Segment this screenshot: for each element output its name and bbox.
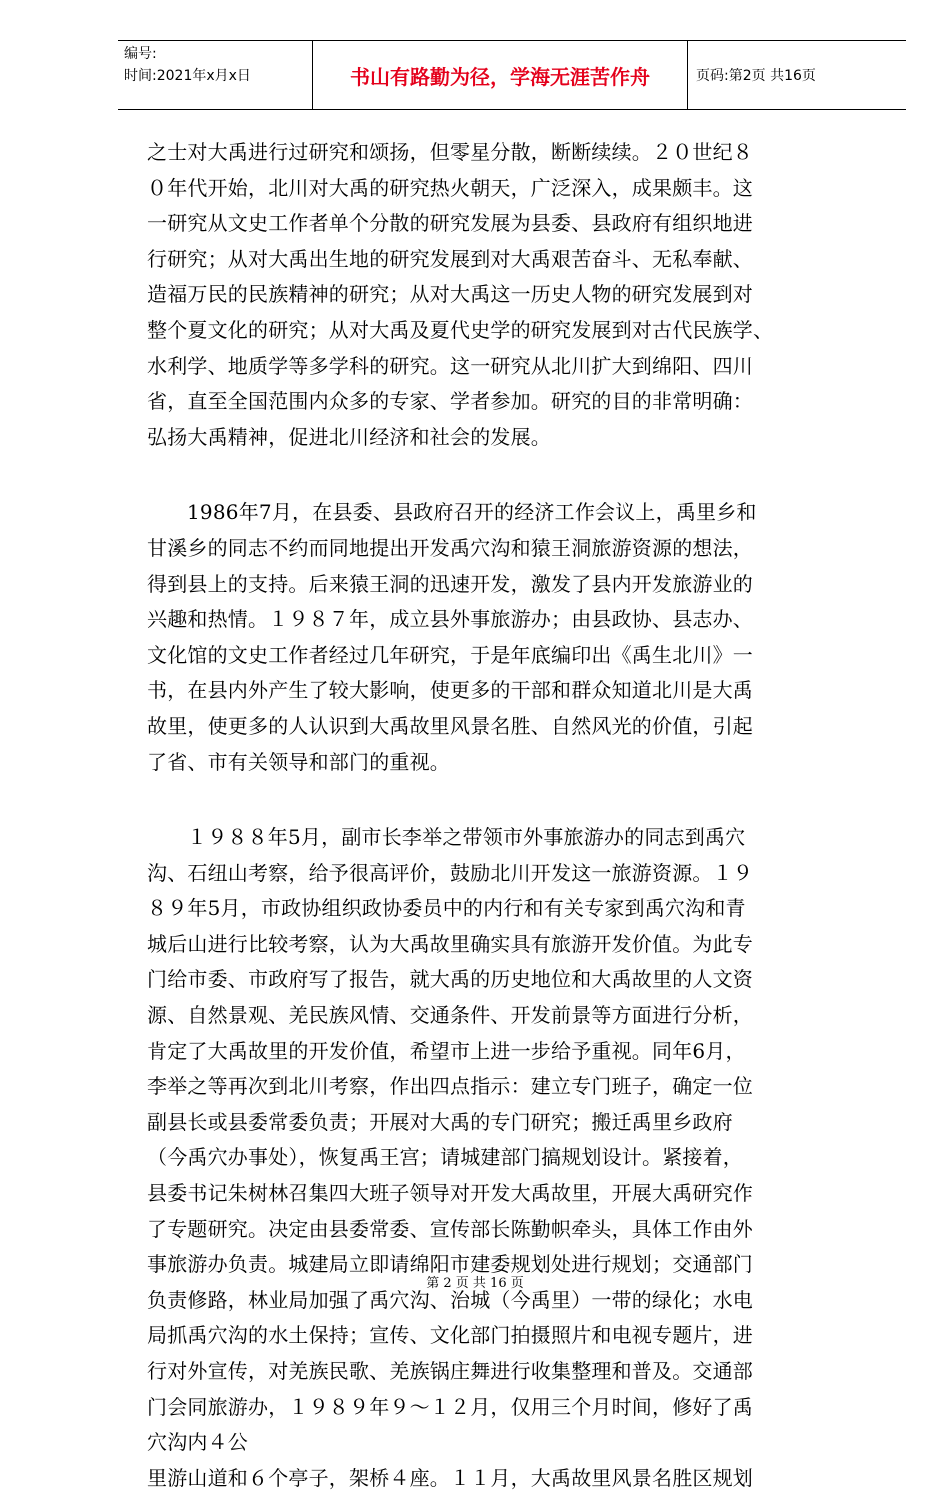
- text-line: 之士对大禹进行过研究和颂扬，但零星分散，断断续续。２０世纪８: [147, 140, 753, 164]
- text-line: 源、自然景观、羌民族风情、交通条件、开发前景等方面进行分析，: [147, 1003, 753, 1028]
- text-line: 局抓禹穴沟的水土保持；宣传、文化部门拍摄照片和电视专题片，进: [147, 1323, 753, 1348]
- paragraph-gap: [147, 780, 867, 820]
- page-header: [118, 40, 906, 110]
- text-line: 城后山进行比较考察，认为大禹故里确实具有旅游开发价值。为此专: [147, 931, 753, 956]
- text-line: 书，在县内外产生了较大影响，使更多的干部和群众知道北川是大禹: [147, 678, 753, 703]
- text-line: 兴趣和热情。１９８７年，成立县外事旅游办；由县政协、县志办、: [147, 607, 753, 632]
- text-line: 1986年7月，在县委、县政府召开的经济工作会议上，禹里乡和: [187, 500, 757, 525]
- number-label: 编号:: [124, 46, 157, 62]
- page-footer: 第 2 页 共 16 页: [426, 1276, 524, 1291]
- text-line: 行研究；从对大禹出生地的研究发展到对大禹艰苦奋斗、无私奉献、: [147, 246, 753, 271]
- paragraph: [147, 820, 867, 1496]
- text-line: 门会同旅游办，１９８９年９～１２月，仅用三个月时间，修好了禹: [147, 1394, 753, 1419]
- text-line: 整个夏文化的研究；从对大禹及夏代史学的研究发展到对古代民族学、: [147, 317, 774, 342]
- text-line: 文化馆的文史工作者经过几年研究，于是年底编印出《禹生北川》一: [147, 642, 753, 667]
- text-line: 造福万民的民族精神的研究；从对大禹这一历史人物的研究发展到对: [147, 282, 753, 307]
- text-line: 一研究从文史工作者单个分散的研究发展为县委、县政府有组织地进: [147, 211, 753, 236]
- text-line: 事旅游办负责。城建局立即请绵阳市建委规划处进行规划；交通部门: [147, 1252, 753, 1277]
- text-line: 了省、市有关领导和部门的重视。: [147, 749, 450, 774]
- text-line: 弘扬大禹精神，促进北川经济和社会的发展。: [147, 424, 551, 449]
- text-line: 行对外宣传，对羌族民歌、羌族锅庄舞进行收集整理和普及。交通部: [147, 1359, 753, 1383]
- text-line: 故里，使更多的人认识到大禹故里风景名胜、自然风光的价值，引起: [147, 713, 753, 738]
- header-motto: 书山有路勤为径，学海无涯苦作舟: [313, 41, 688, 109]
- text-line: 门给市委、市政府写了报告，就大禹的历史地位和大禹故里的人文资: [147, 967, 753, 992]
- text-line: 省，直至全国范围内众多的专家、学者参加。研究的目的非常明确：: [147, 389, 753, 414]
- text-line: ８９年5月，市政协组织政协委员中的内行和有关专家到禹穴沟和青: [147, 896, 746, 921]
- time-label: 时间:2021年x月x日: [124, 68, 251, 84]
- text-line: 得到县上的支持。后来猿王洞的迅速开发，激发了县内开发旅游业的: [147, 571, 753, 596]
- header-meta: [118, 41, 313, 109]
- header-page-code: 页码:第2页 共16页: [696, 68, 816, 84]
- text-line: 了专题研究。决定由县委常委、宣传部长陈勤帜牵头，具体工作由外: [147, 1216, 753, 1241]
- text-line: 里游山道和６个亭子，架桥４座。１１月，大禹故里风景名胜区规划: [147, 1465, 753, 1490]
- paragraph-gap: [147, 455, 867, 495]
- text-line: 副县长或县委常委负责；开展对大禹的专门研究；搬迁禹里乡政府: [147, 1109, 733, 1134]
- document-body: [147, 135, 867, 1496]
- text-line: ０年代开始，北川对大禹的研究热火朝天，广泛深入，成果颇丰。这: [147, 175, 753, 200]
- text-line: 李举之等再次到北川考察，作出四点指示：建立专门班子，确定一位: [147, 1074, 753, 1099]
- paragraph: [147, 135, 867, 455]
- text-line: 县委书记朱树林召集四大班子领导对开发大禹故里，开展大禹研究作: [147, 1181, 753, 1206]
- text-line: （今禹穴办事处），恢复禹王宫；请城建部门搞规划设计。紧接着，: [147, 1145, 743, 1170]
- text-line: 水利学、地质学等多学科的研究。这一研究从北川扩大到绵阳、四川: [147, 353, 753, 378]
- text-line: 甘溪乡的同志不约而同地提出开发禹穴沟和猿王洞旅游资源的想法，: [147, 535, 753, 560]
- text-line: 负责修路，林业局加强了禹穴沟、治城（今禹里）一带的绿化；水电: [147, 1287, 753, 1312]
- text-line: １９８８年5月，副市长李举之带领市外事旅游办的同志到禹穴: [187, 825, 746, 850]
- text-line: 沟、石纽山考察，给予很高评价，鼓励北川开发这一旅游资源。１９: [147, 860, 753, 885]
- paragraph: [147, 495, 867, 780]
- text-line: 穴沟内４公: [147, 1430, 248, 1455]
- text-line: 肯定了大禹故里的开发价值，希望市上进一步给予重视。同年6月，: [147, 1038, 746, 1063]
